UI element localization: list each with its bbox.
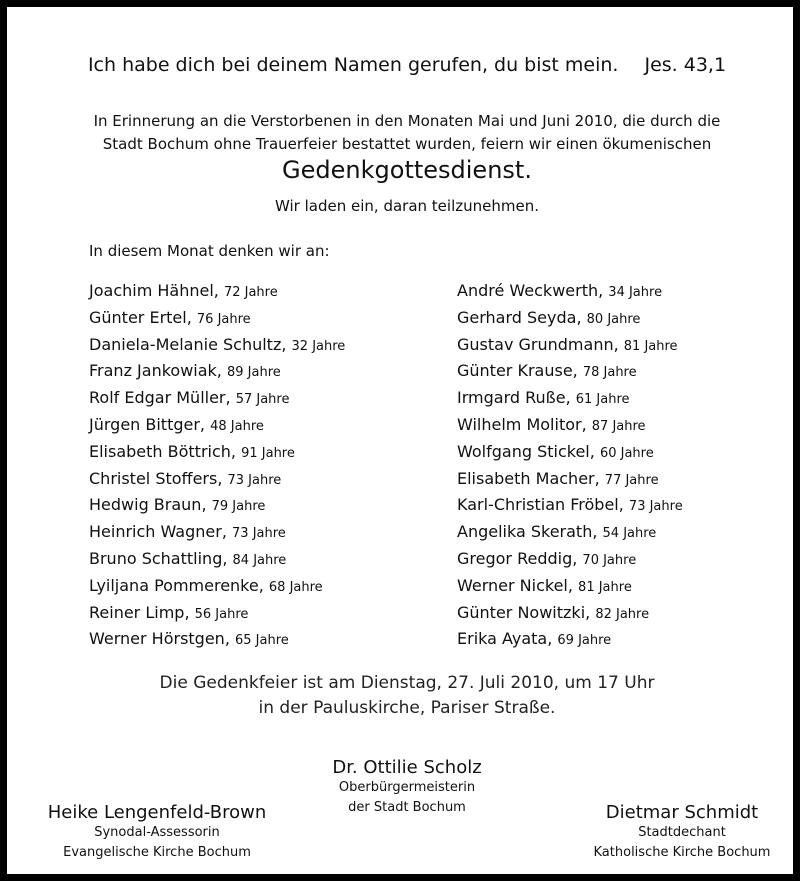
deceased-entry: [457, 333, 797, 360]
deceased-age: 79 Jahre: [211, 499, 266, 515]
deceased-age: 72 Jahre: [223, 285, 278, 300]
service-heading: Gedenkgottesdienst.: [282, 156, 532, 184]
quote-reference: Jes. 43,1: [644, 54, 727, 76]
deceased-name: Christel Stoffers,: [89, 468, 223, 488]
deceased-age: 32 Jahre: [291, 338, 346, 354]
deceased-entry: [89, 359, 429, 386]
deceased-entry: [89, 574, 429, 601]
deceased-name: Elisabeth Böttrich,: [89, 441, 236, 461]
deceased-age: 61 Jahre: [575, 392, 630, 408]
names-column-left: [89, 279, 429, 654]
deceased-entry: [457, 440, 797, 467]
deceased-name: Gustav Grundmann,: [457, 334, 619, 354]
deceased-age: 87 Jahre: [591, 418, 646, 434]
deceased-age: 89 Jahre: [226, 365, 281, 381]
deceased-name: Gerhard Seyda,: [457, 307, 582, 327]
deceased-age: 73 Jahre: [227, 472, 282, 488]
signatory-name: Dietmar Schmidt: [605, 802, 759, 823]
deceased-entry: [89, 627, 429, 654]
signatory-title: Synodal-Assessorin: [94, 825, 220, 840]
deceased-age: 77 Jahre: [604, 472, 659, 488]
signatory-org: Evangelische Kirche Bochum: [63, 845, 251, 860]
deceased-entry: [457, 493, 797, 520]
deceased-age: 60 Jahre: [599, 445, 654, 461]
remembrance-label: In diesem Monat denken wir an:: [89, 242, 330, 260]
deceased-name: Wilhelm Molitor,: [457, 414, 587, 434]
deceased-name: Franz Jankowiak,: [89, 361, 222, 381]
deceased-name: Elisabeth Macher,: [457, 468, 600, 488]
deceased-age: 73 Jahre: [628, 499, 683, 515]
deceased-age: 78 Jahre: [582, 365, 637, 381]
deceased-age: 76 Jahre: [196, 311, 251, 327]
signatory-title: Oberbürgermeisterin: [338, 780, 476, 795]
deceased-name: Günter Krause,: [457, 361, 578, 381]
deceased-entry: [89, 413, 429, 440]
event-details: [7, 671, 800, 721]
deceased-entry: [457, 547, 797, 574]
deceased-age: 34 Jahre: [608, 285, 663, 300]
deceased-age: 68 Jahre: [268, 579, 323, 595]
signature-scholz: [257, 757, 557, 818]
signatory-org: Katholische Kirche Bochum: [593, 845, 771, 860]
deceased-name: Günter Ertel,: [89, 307, 192, 327]
deceased-name: Hedwig Braun,: [89, 495, 207, 515]
deceased-age: 82 Jahre: [595, 606, 650, 622]
deceased-age: 91 Jahre: [241, 445, 295, 461]
deceased-entry: [457, 386, 797, 413]
deceased-age: 81 Jahre: [578, 579, 632, 595]
deceased-entry: [89, 306, 429, 333]
deceased-entry: [457, 627, 797, 654]
invitation-text: Wir laden ein, daran teilzunehmen.: [275, 197, 539, 215]
deceased-age: 65 Jahre: [235, 633, 289, 649]
signatory-title: Stadtdechant: [638, 825, 726, 840]
deceased-name: Karl-Christian Fröbel,: [457, 495, 624, 515]
deceased-name: Heinrich Wagner,: [89, 522, 227, 542]
deceased-name: Erika Ayata,: [457, 629, 553, 649]
deceased-name: Lyiljana Pommerenke,: [89, 575, 264, 595]
deceased-entry: [89, 467, 429, 494]
deceased-name: Irmgard Ruße,: [457, 388, 571, 408]
deceased-entry: [457, 413, 797, 440]
deceased-name: Bruno Schattling,: [89, 548, 228, 568]
deceased-name: Gregor Reddig,: [457, 548, 578, 568]
deceased-entry: [89, 520, 429, 547]
deceased-entry: [89, 279, 429, 306]
deceased-entry: [457, 467, 797, 494]
signatory-name: Dr. Ottilie Scholz: [332, 757, 482, 778]
deceased-age: 54 Jahre: [602, 526, 657, 542]
signature-schmidt: [552, 802, 800, 863]
deceased-entry: [457, 279, 797, 306]
event-line-2: in der Pauluskirche, Pariser Straße.: [258, 698, 556, 718]
deceased-entry: [457, 601, 797, 628]
deceased-name: Werner Hörstgen,: [89, 629, 230, 649]
signature-lengenfeld-brown: [27, 802, 287, 863]
deceased-name: Werner Nickel,: [457, 575, 573, 595]
intro-line-1: In Erinnerung an die Verstorbenen in den Monaten Mai und Juni 2010, die durch die: [93, 112, 721, 130]
deceased-name: Reiner Limp,: [89, 602, 190, 622]
deceased-age: 69 Jahre: [557, 633, 612, 649]
bible-quote: [7, 54, 800, 76]
deceased-entry: [457, 574, 797, 601]
deceased-age: 57 Jahre: [235, 392, 290, 408]
deceased-name: Günter Nowitzki,: [457, 602, 591, 622]
signatory-org: der Stadt Bochum: [348, 800, 466, 815]
deceased-name: Angelika Skerath,: [457, 522, 598, 542]
deceased-name: Rolf Edgar Müller,: [89, 388, 231, 408]
deceased-age: 73 Jahre: [232, 526, 286, 542]
deceased-entry: [89, 547, 429, 574]
signatory-name: Heike Lengenfeld-Brown: [47, 802, 267, 823]
deceased-name: Jürgen Bittger,: [89, 414, 206, 434]
quote-text: Ich habe dich bei deinem Namen gerufen, du bist mein.: [87, 54, 619, 76]
deceased-entry: [89, 440, 429, 467]
deceased-age: 48 Jahre: [210, 418, 264, 434]
deceased-entry: [89, 333, 429, 360]
names-column-right: [457, 279, 797, 654]
deceased-name: Wolfgang Stickel,: [457, 441, 595, 461]
deceased-entry: [89, 601, 429, 628]
deceased-age: 70 Jahre: [582, 552, 637, 568]
deceased-entry: [457, 520, 797, 547]
deceased-age: 84 Jahre: [232, 552, 287, 568]
deceased-entry: [457, 306, 797, 333]
intro-text: [47, 110, 767, 156]
deceased-age: 81 Jahre: [623, 338, 678, 354]
deceased-entry: [457, 359, 797, 386]
deceased-age: 56 Jahre: [194, 606, 249, 622]
deceased-entry: [89, 386, 429, 413]
deceased-name: Joachim Hähnel,: [89, 281, 219, 300]
intro-line-2: Stadt Bochum ohne Trauerfeier bestattet wurden, feiern wir einen ökumenischen: [102, 135, 712, 153]
deceased-entry: [89, 493, 429, 520]
deceased-age: 80 Jahre: [586, 311, 641, 327]
event-line-1: Die Gedenkfeier ist am Dienstag, 27. Juli 2010, um 17 Uhr: [159, 673, 655, 693]
deceased-name: André Weckwerth,: [457, 281, 604, 300]
deceased-name: Daniela-Melanie Schultz,: [89, 334, 287, 354]
